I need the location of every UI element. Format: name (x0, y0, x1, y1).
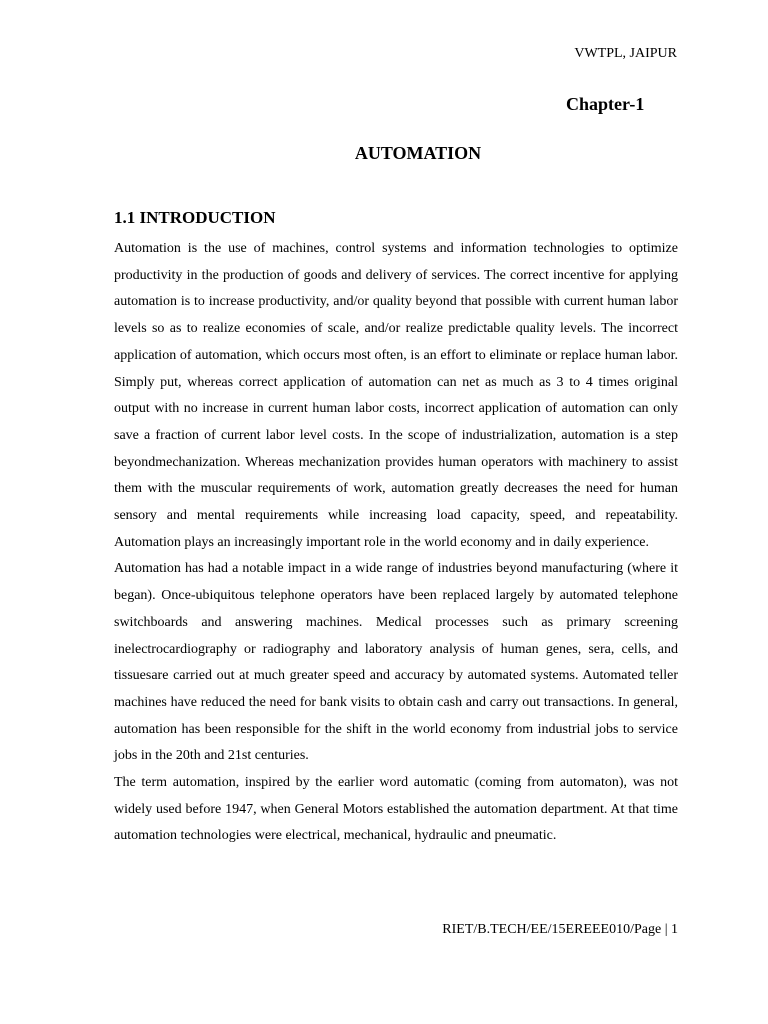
paragraph: The term automation, inspired by the earlier word automatic (coming from automaton), was not widely used before 1947, when General Motors established the automation department. At that time automation technologies were electrical, mechanical, hydraulic and pneumatic. (114, 775, 678, 844)
paragraph: Automation is the use of machines, control systems and information technologies to optimize productivity in the production of goods and delivery of services. The correct incentive for applying automation is to increase productivity, and/or quality beyond that possible with current human labor levels so as to realize economies of scale, and/or realize predictable quality levels. The incorrect application of automation, which occurs most often, is an effort to eliminate or replace human labor. Simply put, whereas correct application of automation can net as much as 3 to 4 times original output with no increase in current human labor costs, incorrect application of automation can only save a fraction of current labor level costs. In the scope of industrialization, automation is a step beyondmechanization. Whereas mechanization provides human operators with machinery to assist them with the muscular requirements of work, automation greatly decreases the need for human sensory and mental requirements while increasing load capacity, speed, and repeatability. Automation plays an increasingly important role in the world economy and in daily experience. (114, 241, 678, 550)
header-org: VWTPL, JAIPUR (574, 46, 677, 61)
section-heading: 1.1 INTRODUCTION (114, 208, 276, 227)
page-title: AUTOMATION (354, 143, 482, 163)
page-footer: RIET/B.TECH/EE/15EREEE010/Page | 1 (442, 922, 678, 937)
paragraph: Automation has had a notable impact in a wide range of industries beyond manufacturing (where it began). Once-ubiquitous telephone operators have been replaced largely by automated telephone switchboards and answering machines. Medical processes such as primary screening inelectrocardiography or radiography and laboratory analysis of human genes, sera, cells, and tissuesare carried out at much greater speed and accuracy by automated systems. Automated teller machines have reduced the need for bank visits to obtain cash and carry out transactions. In general, automation has been responsible for the shift in the world economy from industrial jobs to service jobs in the 20th and 21st centuries. (114, 561, 678, 764)
body-text (114, 236, 678, 850)
chapter-label: Chapter-1 (566, 94, 645, 114)
